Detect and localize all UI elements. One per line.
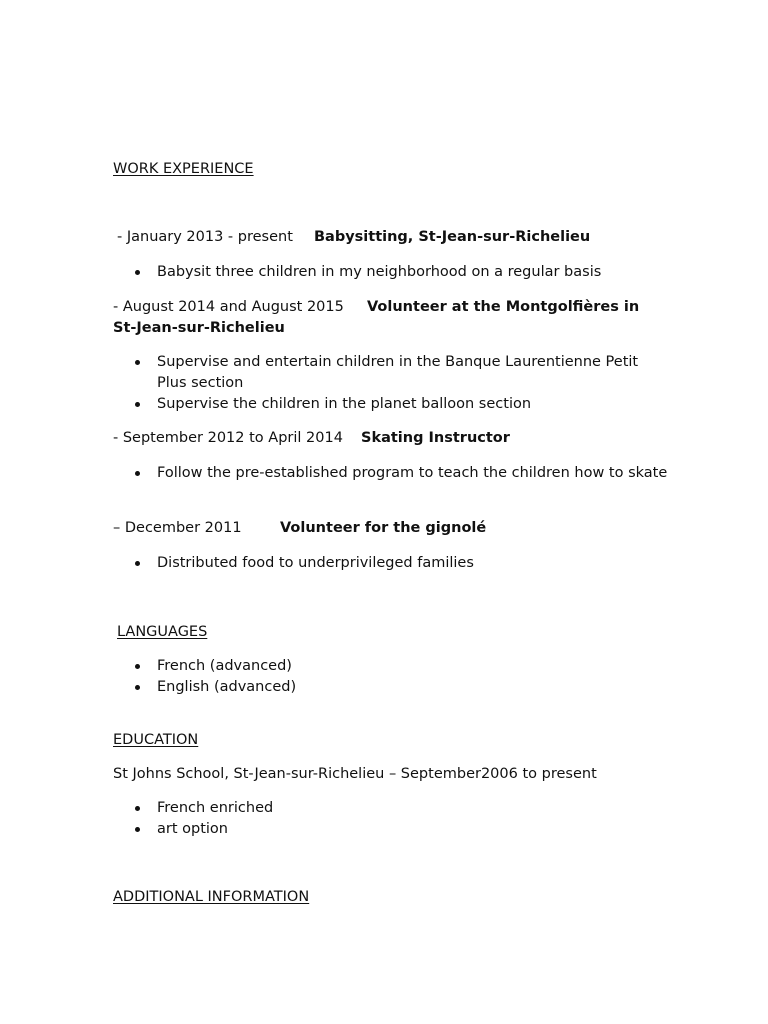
job-2-date: - August 2014 and August 2015 <box>113 299 344 315</box>
list-item: Distributed food to underprivileged families <box>113 553 673 574</box>
languages-list <box>113 656 673 698</box>
job-1-bullets <box>113 262 673 283</box>
additional-information-heading: ADDITIONAL INFORMATION <box>113 889 310 905</box>
job-1-date: - January 2013 - present <box>117 229 293 245</box>
list-item: art option <box>113 819 673 840</box>
list-item: French enriched <box>113 798 673 819</box>
job-2-title-continued: St-Jean-sur-Richelieu <box>113 320 285 336</box>
job-3-date: - September 2012 to April 2014 <box>113 430 343 446</box>
list-item: Supervise and entertain children in the Banque Laurentienne Petit Plus section <box>113 352 643 394</box>
list-item: Babysit three children in my neighborhood on a regular basis <box>113 262 673 283</box>
job-1-title: Babysitting, St-Jean-sur-Richelieu <box>314 229 591 245</box>
job-4-title: Volunteer for the gignolé <box>280 520 487 536</box>
job-3-bullets <box>113 463 673 484</box>
list-item: French (advanced) <box>113 656 673 677</box>
job-4-date: – December 2011 <box>113 520 242 536</box>
education-school: St Johns School, St-Jean-sur-Richelieu – September2006 to present <box>113 766 597 782</box>
job-3-title: Skating Instructor <box>361 430 510 446</box>
list-item: Supervise the children in the planet balloon section <box>113 394 643 415</box>
education-list <box>113 798 673 840</box>
list-item: Follow the pre-established program to teach the children how to skate <box>113 463 673 484</box>
work-experience-heading: WORK EXPERIENCE <box>113 161 254 177</box>
languages-heading: LANGUAGES <box>117 624 208 640</box>
job-4-bullets <box>113 553 673 574</box>
job-2-bullets <box>113 352 643 415</box>
education-heading: EDUCATION <box>113 732 199 748</box>
job-2-title: Volunteer at the Montgolfières in <box>367 299 640 315</box>
list-item: English (advanced) <box>113 677 673 698</box>
